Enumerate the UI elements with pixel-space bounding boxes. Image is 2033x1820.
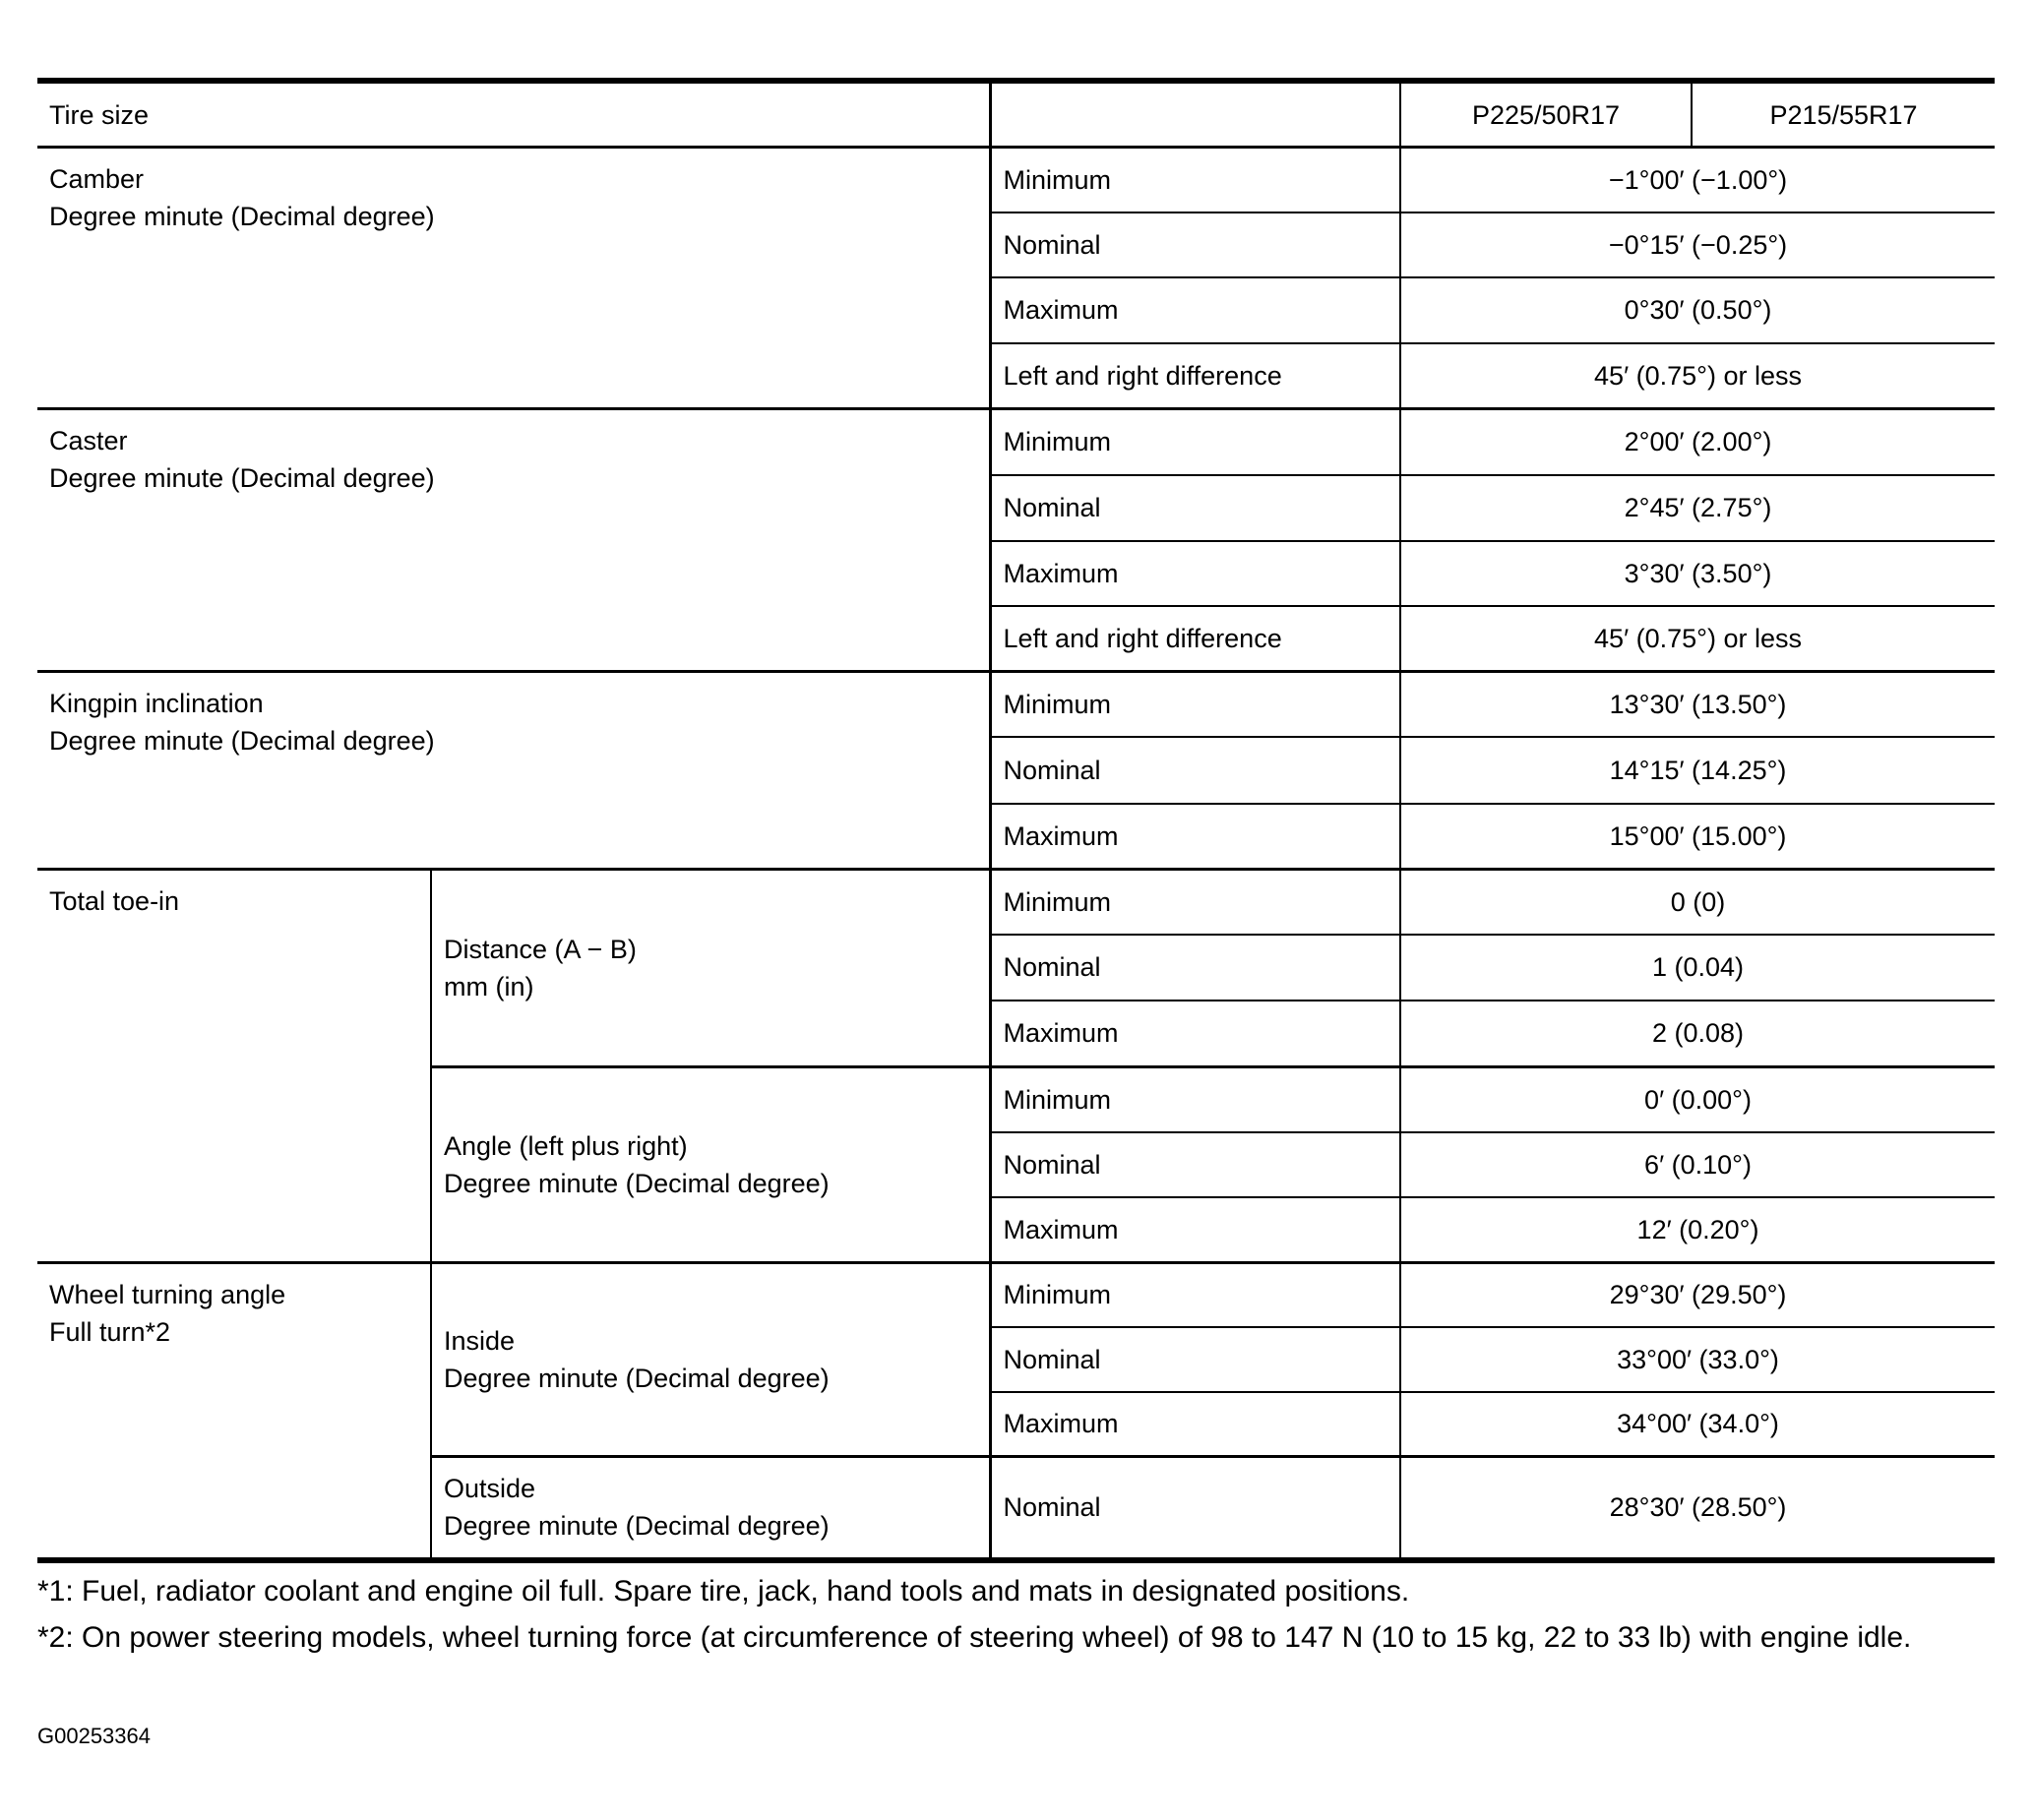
row-value: 13°30′ (13.50°) [1400, 672, 1995, 737]
row-label: Nominal [990, 212, 1400, 277]
row-label: Nominal [990, 935, 1400, 1001]
wheel-turning-title: Wheel turning angle [49, 1280, 286, 1309]
toe-angle-group [431, 1067, 990, 1263]
row-value: 2 (0.08) [1400, 1001, 1995, 1067]
camber-unit: Degree minute (Decimal degree) [49, 202, 435, 231]
caster-group [37, 409, 990, 672]
row-value: 29°30′ (29.50°) [1400, 1263, 1995, 1327]
toe-in-title: Total toe-in [49, 886, 180, 916]
turning-outside-group [431, 1457, 990, 1560]
toe-distance-unit: mm (in) [444, 972, 534, 1001]
alignment-spec-table [37, 78, 1995, 1563]
caster-unit: Degree minute (Decimal degree) [49, 463, 435, 493]
caster-title: Caster [49, 426, 128, 455]
row-label: Nominal [990, 1457, 1400, 1560]
row-value: −1°00′ (−1.00°) [1400, 148, 1995, 212]
row-value: 3°30′ (3.50°) [1400, 541, 1995, 606]
row-value: 0 (0) [1400, 870, 1995, 935]
row-label: Minimum [990, 1067, 1400, 1132]
row-label: Nominal [990, 475, 1400, 541]
table-row [37, 148, 1995, 212]
row-label: Minimum [990, 870, 1400, 935]
toe-in-group [37, 870, 431, 1263]
row-value: 15°00′ (15.00°) [1400, 804, 1995, 870]
row-value: 0′ (0.00°) [1400, 1067, 1995, 1132]
row-label: Minimum [990, 1263, 1400, 1327]
row-label: Minimum [990, 672, 1400, 737]
row-value: 6′ (0.10°) [1400, 1132, 1995, 1197]
row-value: 1 (0.04) [1400, 935, 1995, 1001]
row-label: Left and right difference [990, 343, 1400, 409]
row-value: 12′ (0.20°) [1400, 1197, 1995, 1263]
tire-size-label: Tire size [37, 81, 990, 148]
turning-inside-title: Inside [444, 1326, 516, 1356]
footnote-1: *1: Fuel, radiator coolant and engine oil full. Spare tire, jack, hand tools and mats in designated positions. [37, 1575, 1410, 1608]
row-label: Maximum [990, 1392, 1400, 1457]
row-value: 2°00′ (2.00°) [1400, 409, 1995, 475]
row-label: Maximum [990, 1001, 1400, 1067]
row-label: Minimum [990, 409, 1400, 475]
table-row [37, 870, 1995, 935]
row-value: 2°45′ (2.75°) [1400, 475, 1995, 541]
footnotes [37, 1572, 1996, 1665]
camber-group [37, 148, 990, 409]
toe-distance-title: Distance (A − B) [444, 935, 637, 964]
wheel-turning-group [37, 1263, 431, 1560]
row-value: 33°00′ (33.0°) [1400, 1327, 1995, 1392]
row-value: 34°00′ (34.0°) [1400, 1392, 1995, 1457]
row-value: 14°15′ (14.25°) [1400, 737, 1995, 804]
row-value: 45′ (0.75°) or less [1400, 606, 1995, 672]
camber-title: Camber [49, 164, 145, 194]
toe-distance-group [431, 870, 990, 1067]
row-label: Nominal [990, 737, 1400, 804]
row-value: 45′ (0.75°) or less [1400, 343, 1995, 409]
table-row [37, 672, 1995, 737]
tire-size-2: P215/55R17 [1692, 81, 1995, 148]
row-label: Maximum [990, 1197, 1400, 1263]
turning-inside-unit: Degree minute (Decimal degree) [444, 1364, 830, 1393]
row-label: Maximum [990, 541, 1400, 606]
kingpin-unit: Degree minute (Decimal degree) [49, 726, 435, 756]
row-label: Nominal [990, 1132, 1400, 1197]
row-value: 28°30′ (28.50°) [1400, 1457, 1995, 1560]
toe-angle-unit: Degree minute (Decimal degree) [444, 1169, 830, 1198]
header-blank-cell [990, 81, 1400, 148]
turning-inside-group [431, 1263, 990, 1457]
table-row [37, 1263, 1995, 1327]
turning-outside-unit: Degree minute (Decimal degree) [444, 1511, 830, 1542]
row-value: −0°15′ (−0.25°) [1400, 212, 1995, 277]
footnote-2: *2: On power steering models, wheel turning force (at circumference of steering wheel) of 98 to 147 N (10 to 15 kg, 22 to 33 lb) with engine idle. [37, 1621, 1912, 1654]
kingpin-group [37, 672, 990, 870]
row-value: 0°30′ (0.50°) [1400, 277, 1995, 343]
turning-outside-title: Outside [444, 1474, 536, 1504]
toe-angle-title: Angle (left plus right) [444, 1131, 688, 1161]
row-label: Minimum [990, 148, 1400, 212]
row-label: Maximum [990, 277, 1400, 343]
row-label: Nominal [990, 1327, 1400, 1392]
row-label: Maximum [990, 804, 1400, 870]
table-header-row [37, 81, 1995, 148]
wheel-turning-subtitle: Full turn*2 [49, 1317, 171, 1347]
kingpin-title: Kingpin inclination [49, 689, 264, 718]
figure-code: G00253364 [37, 1724, 151, 1748]
table-row [37, 409, 1995, 475]
row-label: Left and right difference [990, 606, 1400, 672]
tire-size-1: P225/50R17 [1400, 81, 1692, 148]
